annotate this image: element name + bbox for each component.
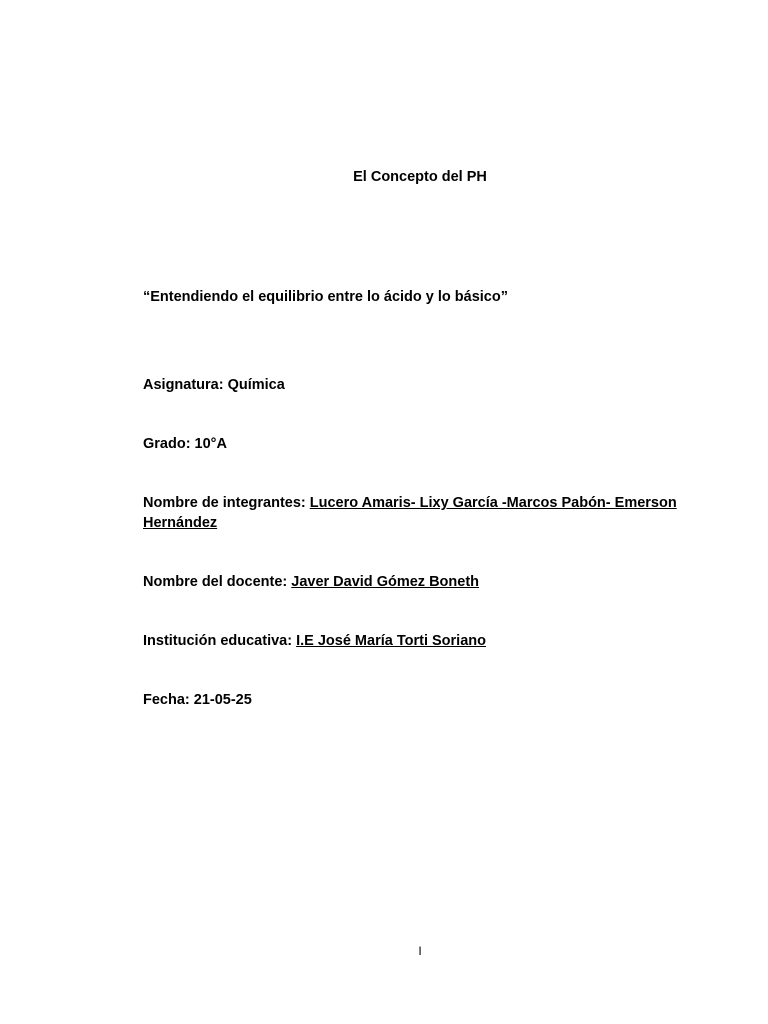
- institution-line: [143, 631, 486, 651]
- date-line: Fecha: 21-05-25: [143, 692, 252, 708]
- members-line: [143, 493, 708, 533]
- document-title: El Concepto del PH: [353, 169, 487, 185]
- page-number: I: [418, 944, 422, 958]
- members-value: Lucero Amaris- Lixy García -Marcos Pabón- Emerson Hernández: [143, 495, 677, 531]
- institution-label: Institución educativa:: [143, 633, 297, 649]
- institution-value: I.E José María Torti Soriano: [296, 633, 486, 649]
- teacher-label: Nombre del docente:: [143, 574, 292, 590]
- teacher-value: Javer David Gómez Boneth: [291, 574, 479, 590]
- grade-line: Grado: 10°A: [143, 436, 227, 452]
- subject-line: Asignatura: Química: [143, 377, 285, 393]
- document-subtitle: “Entendiendo el equilibrio entre lo ácido y lo básico”: [143, 289, 508, 305]
- members-label: Nombre de integrantes:: [143, 495, 310, 511]
- teacher-line: [143, 572, 479, 592]
